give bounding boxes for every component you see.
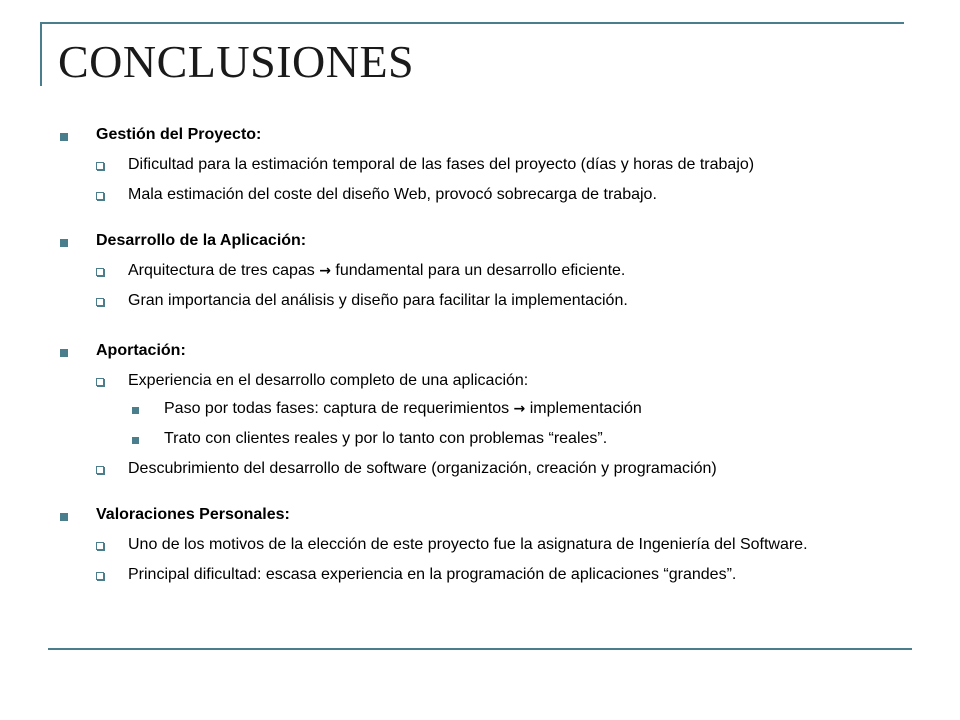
list-item-text: implementación [529, 400, 642, 417]
list-item: Mala estimación del coste del diseño Web, provocó sobrecarga de trabajo. [128, 186, 657, 203]
title-frame-top-line [40, 22, 904, 24]
list-item: Principal dificultad: escasa experiencia en la programación de aplicaciones “grandes”. [128, 566, 737, 583]
bullet-hollow-square-icon [96, 162, 104, 170]
list-item: Uno de los motivos de la elección de este proyecto fue la asignatura de Ingeniería del Software. [128, 536, 808, 553]
bullet-square-icon [60, 513, 68, 521]
bullet-square-icon [60, 133, 68, 141]
bullet-hollow-square-icon [96, 572, 104, 580]
bullet-small-square-icon [132, 407, 139, 414]
list-item-text: Paso por todas fases: captura de requerimientos [164, 400, 510, 417]
footer-divider-line [48, 648, 912, 650]
title-frame-left-line [40, 22, 42, 86]
list-item-text: Arquitectura de tres capas [128, 262, 315, 279]
bullet-square-icon [60, 239, 68, 247]
bullet-hollow-square-icon [96, 378, 104, 386]
section-heading-desarrollo: Desarrollo de la Aplicación: [96, 232, 307, 249]
list-item: Descubrimiento del desarrollo de software (organización, creación y programación) [128, 460, 717, 477]
slide-title: CONCLUSIONES [58, 36, 415, 87]
bullet-hollow-square-icon [96, 466, 104, 474]
sub-list-item: Trato con clientes reales y por lo tanto con problemas “reales”. [164, 430, 608, 447]
list-item: Gran importancia del análisis y diseño para facilitar la implementación. [128, 292, 628, 309]
list-item: Dificultad para la estimación temporal de las fases del proyecto (días y horas de trabajo) [128, 156, 755, 173]
section-heading-valoraciones: Valoraciones Personales: [96, 506, 290, 523]
right-arrow-icon: → [513, 401, 526, 417]
list-item-text: fundamental para un desarrollo eficiente. [335, 262, 626, 279]
right-arrow-icon: → [319, 263, 331, 279]
bullet-hollow-square-icon [96, 298, 104, 306]
bullet-square-icon [60, 349, 68, 357]
list-item: Experiencia en el desarrollo completo de una aplicación: [128, 372, 529, 389]
list-item [128, 258, 625, 284]
bullet-hollow-square-icon [96, 542, 104, 550]
section-heading-gestion: Gestión del Proyecto: [96, 126, 262, 143]
bullet-small-square-icon [132, 437, 139, 444]
bullet-hollow-square-icon [96, 192, 104, 200]
section-heading-aportacion: Aportación: [96, 342, 186, 359]
sub-list-item [164, 396, 642, 422]
bullet-hollow-square-icon [96, 268, 104, 276]
